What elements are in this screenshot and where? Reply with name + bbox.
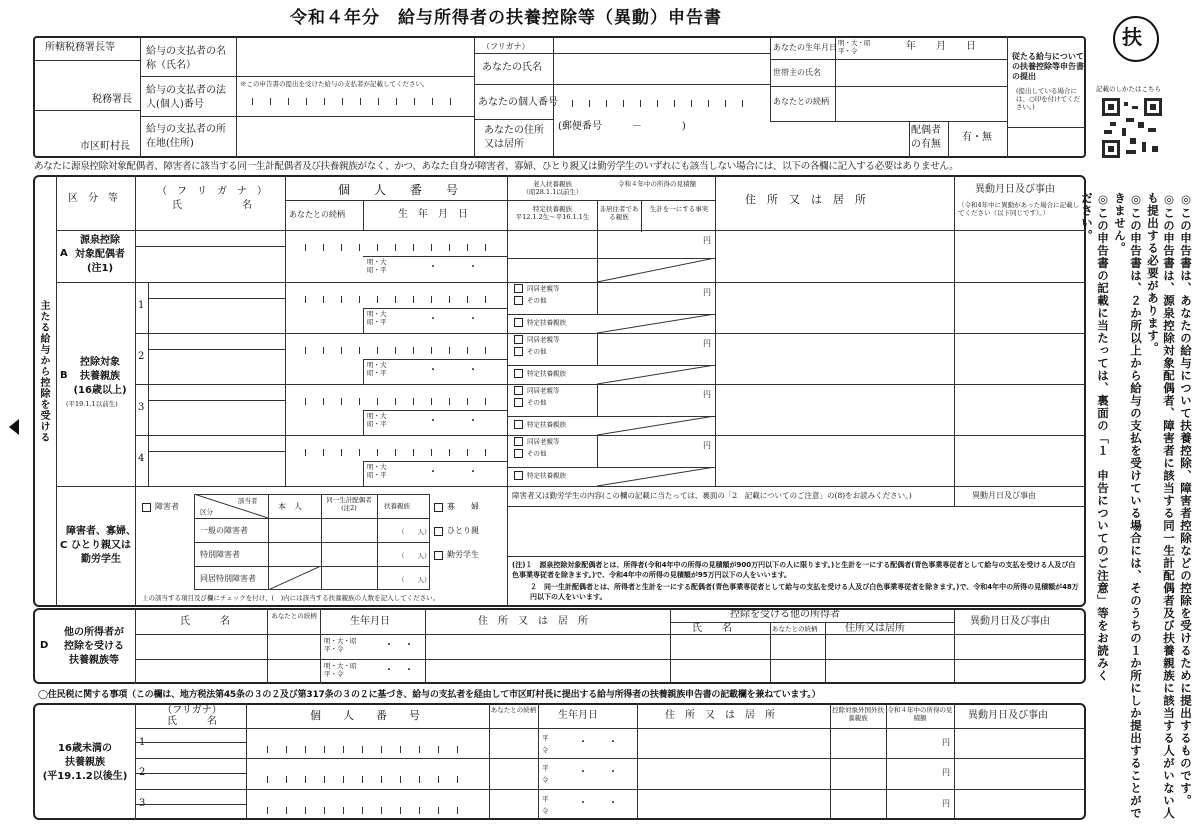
- b-row-opt3[interactable]: 特定扶養親族: [514, 318, 566, 327]
- e-row-birth-dots[interactable]: ・ ・: [578, 798, 618, 809]
- b-row-era: 明・大 昭・平: [367, 361, 387, 377]
- e-row-name[interactable]: [148, 743, 244, 757]
- section-a-letter: A: [60, 248, 68, 259]
- b-row-opt2[interactable]: その他: [514, 296, 547, 305]
- d-row2-era: 明・大・昭 平・令: [324, 662, 357, 678]
- section-b-sub: (平19.1.1以前生): [66, 400, 118, 408]
- same-life-spouse-label: 同一生計配偶者(注2): [326, 496, 372, 512]
- b-row-number-field[interactable]: [287, 439, 505, 459]
- b-row-opt3[interactable]: 特定扶養親族: [514, 369, 566, 378]
- special-disabled-label: 特別障害者: [200, 550, 240, 559]
- e-row-name[interactable]: [148, 804, 244, 818]
- col-kubun: 区 分 等: [68, 193, 118, 204]
- e-col-nonres: 控除対象外国外扶養親族: [832, 706, 884, 722]
- col-change-note: （令和4年中に異動があった場合に記載してください（以下同じです）。）: [958, 201, 1080, 217]
- payer-address-field[interactable]: [238, 118, 472, 156]
- d-other-relation: あなたとの続柄: [772, 625, 818, 633]
- notice: あなたに源泉控除対象配偶者、障害者に該当する同一生計配偶者及び扶養親族がなく、かつ、あなた自身が障害者、寡婦、ひとり親又は勤労学生のいずれにも該当しない場合には、以下の各欄に記入する必要はありません。: [34, 161, 959, 172]
- section-b-label: 控除対象 扶養親族 (16歳以上): [73, 357, 127, 396]
- e-col-change: 異動月日及び事由: [968, 710, 1048, 721]
- b-row-yen: 円: [703, 390, 711, 399]
- relation-label: あなたとの続柄: [773, 97, 829, 106]
- student-check[interactable]: 勤労学生: [434, 550, 479, 560]
- b-row-birth-dots[interactable]: ・ ・: [428, 314, 478, 325]
- right-notes: [1080, 192, 1194, 827]
- city-suffix: 市区町村長: [80, 141, 130, 152]
- d-col-relation: あなたとの続柄: [271, 612, 317, 620]
- qr-caption: 記載のしかたはこちら: [1096, 85, 1161, 93]
- col-relation: あなたとの続柄: [289, 210, 345, 219]
- payer-number-note: ※この申告書の提出を受けた給与の支払者が記載してください。: [240, 80, 429, 88]
- spouse-label: 配偶者の有無: [911, 125, 941, 150]
- section-a-name[interactable]: [137, 248, 283, 280]
- b-row-era: 明・大 昭・平: [367, 463, 387, 479]
- right-note-2: ◎この申告書は、源泉控除対象配偶者、障害者に該当する同一生計配偶者及び扶養親族に該当する人がいない人も提出する必要があります。: [1146, 192, 1176, 820]
- b-row-number: 1: [138, 300, 145, 311]
- b-row-opt1[interactable]: 同居老親等: [514, 284, 560, 293]
- b-row-birth-dots[interactable]: ・ ・: [428, 365, 478, 376]
- e-row-era: 平 令: [542, 764, 549, 784]
- d-col-name: 氏 名: [180, 616, 230, 627]
- your-name-field[interactable]: [556, 54, 768, 82]
- section-b-letter: B: [60, 370, 68, 381]
- col-same-life: 生計を一にする事実: [649, 205, 709, 213]
- b-row-name[interactable]: [150, 351, 283, 381]
- payer-address-label: 給与の支払者の所在地(住所): [146, 124, 226, 149]
- d-other-title: 控除を受ける他の所得者: [730, 609, 840, 620]
- d-col-address: 住 所 又 は 居 所: [478, 616, 588, 627]
- cohabit-disabled-label: 同居特別障害者: [200, 574, 256, 583]
- section-e-label: 16歳未満の 扶養親族 (平19.1.2以後生): [42, 743, 128, 782]
- section-a-number[interactable]: [287, 234, 505, 254]
- section-a-slash: [597, 258, 715, 282]
- tax-office-suffix: 税務署長: [92, 94, 132, 105]
- e-row-number: 3: [139, 798, 146, 809]
- your-name-label: あなたの氏名: [482, 62, 542, 73]
- side-arrow-icon: [9, 419, 19, 435]
- disability-content-field[interactable]: [509, 508, 1084, 554]
- section-a-era: 明・大 昭・平: [367, 258, 387, 274]
- birth-ymd[interactable]: 年 月 日: [906, 41, 976, 52]
- single-parent-check[interactable]: ひとり親: [434, 526, 479, 536]
- b-row-name[interactable]: [150, 402, 283, 432]
- e-row-number: 1: [139, 737, 146, 748]
- b-row-yen: 円: [703, 441, 711, 450]
- b-row-number: 2: [138, 351, 145, 362]
- relation-field[interactable]: [838, 88, 1005, 119]
- right-note-4: ◎この申告書の記載に当たっては、裏面の「１ 申告についてのご注意」等をお読みください。: [1080, 192, 1110, 682]
- d-row2-dots[interactable]: ・ ・: [384, 665, 414, 676]
- widow-check[interactable]: 寡 婦: [434, 502, 479, 512]
- b-row-opt1[interactable]: 同居老親等: [514, 437, 560, 446]
- col-name: （ フ リ ガ ナ ） 氏 名: [157, 186, 267, 211]
- section-d-label: 他の所得者が 控除を受ける 扶養親族等: [64, 627, 124, 666]
- e-col-kojin: 個 人 番 号: [310, 709, 420, 722]
- fu-mark-label: 扶: [1122, 25, 1142, 49]
- col-birth: 生 年 月 日: [398, 209, 468, 220]
- e-row-number-field[interactable]: [248, 762, 488, 786]
- b-row-era: 明・大 昭・平: [367, 412, 387, 428]
- section-c-letter: C: [60, 540, 68, 551]
- e-row-yen: 円: [942, 738, 950, 747]
- e-row-number-field[interactable]: [248, 793, 488, 817]
- note-1: (注)１ 源泉控除対象配偶者とは、所得者(令和4年中の所得の見積額が900万円以下の人に限ります。)と生計を一にする配偶者(青色事業専従者として給与の支払を受ける人及び白色事業専従者を除きます。)で、令和4年中の所得の見積額が95万円以下の人をいいます。: [512, 561, 1076, 579]
- b-row-opt2[interactable]: その他: [514, 449, 547, 458]
- persons-cohabit[interactable]: （ 人）: [398, 576, 431, 584]
- b-row-opt3[interactable]: 特定扶養親族: [514, 420, 566, 429]
- payer-name-field[interactable]: [238, 38, 472, 74]
- householder-label: 世帯主の氏名: [773, 68, 821, 77]
- section-c-footnote: 上の該当する項目及び欄にチェックを付け、( )内には該当する扶養親族の人数を記入してください。: [142, 594, 440, 602]
- e-row-birth-dots[interactable]: ・ ・: [578, 767, 618, 778]
- e-row-number-field[interactable]: [248, 732, 488, 756]
- b-row-number-field[interactable]: [287, 388, 505, 408]
- qr-code[interactable]: [1102, 98, 1162, 158]
- applicable-label: 該当者: [238, 497, 258, 505]
- e-col-address: 住 所 又 は 居 所: [665, 710, 775, 721]
- dependents-label: 扶養親族: [384, 502, 410, 510]
- b-row-number: 4: [138, 453, 145, 464]
- b-row-number-field[interactable]: [287, 286, 505, 306]
- right-note-1: ◎この申告書は、あなたの給与について扶養控除、障害者控除などの控除を受けるために提出するものです。: [1179, 192, 1193, 807]
- resident-tax-note: ◯住民税に関する事項（この欄は、地方税法第45条の３の２及び第317条の３の２に基づき、給与の支払者を経由して市区町村長に提出する給与所得者の扶養親族申告書の記載欄を兼ねています。）: [38, 690, 821, 700]
- b-row-birth-dots[interactable]: ・ ・: [428, 416, 478, 427]
- b-row-opt2[interactable]: その他: [514, 398, 547, 407]
- b-row-yen: 円: [703, 339, 711, 348]
- birth-label: あなたの生年月日: [773, 43, 837, 52]
- col-income: 令和４年中の所得の見積額: [618, 180, 696, 188]
- b-row-era: 明・大 昭・平: [367, 310, 387, 326]
- payer-number-label: 給与の支払者の法人(個人)番号: [146, 85, 226, 110]
- tax-office-label: 所轄税務署長等: [45, 42, 115, 53]
- e-col-income: 令和４年中の所得の見積額: [887, 706, 953, 722]
- b-row-opt1[interactable]: 同居老親等: [514, 335, 560, 344]
- main-side-label: 主たる給与から控除を受ける: [38, 300, 49, 443]
- right-note-3: ◎この申告書は、２か所以上から給与の支払を受けている場合には、そのうちの１か所にしか提出することができません。: [1113, 192, 1143, 820]
- e-row-era: 平 令: [542, 734, 549, 754]
- col-nonresident: 非居住者である親族: [599, 205, 639, 221]
- tax-office-field[interactable]: [35, 62, 139, 92]
- d-row1-era: 明・大・昭 平・令: [324, 637, 357, 653]
- furigana-label: （フリガナ）: [482, 42, 530, 51]
- col-elderly: 老人扶養親族 （昭28.1.1以前生）: [522, 180, 583, 196]
- sub-payroll-note: (提出している場合には、○印を付けてください。): [1016, 87, 1081, 111]
- b-row-opt2[interactable]: その他: [514, 347, 547, 356]
- col-specific: 特定扶養親族 平12.1.2生～平16.1.1生: [515, 205, 590, 221]
- e-col-name: （フリガナ） 氏 名: [162, 705, 222, 727]
- d-col-birth: 生年月日: [350, 616, 390, 627]
- self-label: 本 人: [278, 502, 302, 511]
- b-row-number-field[interactable]: [287, 337, 505, 357]
- b-row-number: 3: [138, 402, 145, 413]
- e-row-number: 2: [139, 767, 146, 778]
- b-row-opt3[interactable]: 特定扶養親族: [514, 471, 566, 480]
- your-address-label: あなたの住所又は居所: [484, 125, 544, 150]
- sub-payroll-field[interactable]: [1009, 129, 1084, 156]
- disability-content-label: 障害者又は勤労学生の内容(この欄の記載に当たっては、裏面の「2 記載についてのご注意」の(8)をお読みください。): [512, 491, 912, 500]
- e-row-yen: 円: [942, 768, 950, 777]
- householder-field[interactable]: [838, 61, 1005, 84]
- d-row1-name[interactable]: [137, 636, 265, 657]
- section-d-letter: D: [40, 640, 49, 651]
- spouse-yes-no[interactable]: 有・無: [962, 132, 992, 143]
- col-kojin: 個 人 番 号: [338, 183, 459, 197]
- section-a-label: 源泉控除 対象配偶者 (注1): [75, 235, 125, 274]
- payer-name-label: 給与の支払者の名称（氏名）: [146, 46, 226, 71]
- your-number-label: あなたの個人番号: [478, 97, 558, 108]
- kubun-label: 区分: [200, 508, 213, 516]
- d-other-name: 氏 名: [692, 623, 732, 634]
- b-row-name[interactable]: [150, 453, 283, 483]
- section-a-birth-dots[interactable]: ・ ・: [428, 262, 478, 273]
- postal-field[interactable]: (郵便番号 － ): [558, 121, 686, 132]
- sub-payroll-title: 従たる給与についての扶養控除等申告書の提出: [1012, 52, 1084, 81]
- e-col-birth: 生年月日: [558, 710, 598, 721]
- e-row-yen: 円: [942, 799, 950, 808]
- b-row-opt1[interactable]: 同居老親等: [514, 386, 560, 395]
- col-address: 住 所 又 は 居 所: [745, 193, 866, 206]
- e-row-birth-dots[interactable]: ・ ・: [578, 737, 618, 748]
- birth-era: 明・大・昭 平・令: [838, 39, 871, 55]
- page-title: 令和４年分 給与所得者の扶養控除等（異動）申告書: [290, 8, 722, 28]
- your-number-field[interactable]: [556, 86, 768, 118]
- d-other-address: 住所又は居所: [845, 623, 905, 634]
- section-a-yen: 円: [703, 236, 711, 245]
- d-row1-dots[interactable]: ・ ・: [384, 640, 414, 651]
- e-row-name[interactable]: [148, 773, 244, 787]
- e-row-era: 平 令: [542, 795, 549, 815]
- section-c-label: 障害者、寡婦、 ひとり親又は 勤労学生: [66, 526, 136, 565]
- e-col-relation: あなたとの続柄: [490, 706, 537, 714]
- b-row-name[interactable]: [150, 300, 283, 330]
- note-2: ２ 同一生計配偶者とは、所得者と生計を一にする配偶者(青色事業専従者として給与の支払を受ける人及び白色事業専従者を除きます。)で、令和4年中の所得の見積額が48万円以下の人をいいます。: [530, 583, 1079, 601]
- d-col-change: 異動月日及び事由: [970, 616, 1050, 627]
- d-row2-name[interactable]: [137, 661, 265, 682]
- persons-special[interactable]: （ 人）: [398, 552, 431, 560]
- payer-number-field[interactable]: [238, 88, 472, 114]
- b-row-yen: 円: [703, 288, 711, 297]
- col-change: 異動月日及び事由: [975, 184, 1055, 195]
- b-row-birth-dots[interactable]: ・ ・: [428, 467, 478, 478]
- section-c-change: 異動月日及び事由: [972, 491, 1036, 500]
- general-disabled-label: 一般の障害者: [200, 526, 248, 535]
- persons-general[interactable]: （ 人）: [398, 528, 431, 536]
- disabled-check[interactable]: 障害者: [142, 502, 179, 512]
